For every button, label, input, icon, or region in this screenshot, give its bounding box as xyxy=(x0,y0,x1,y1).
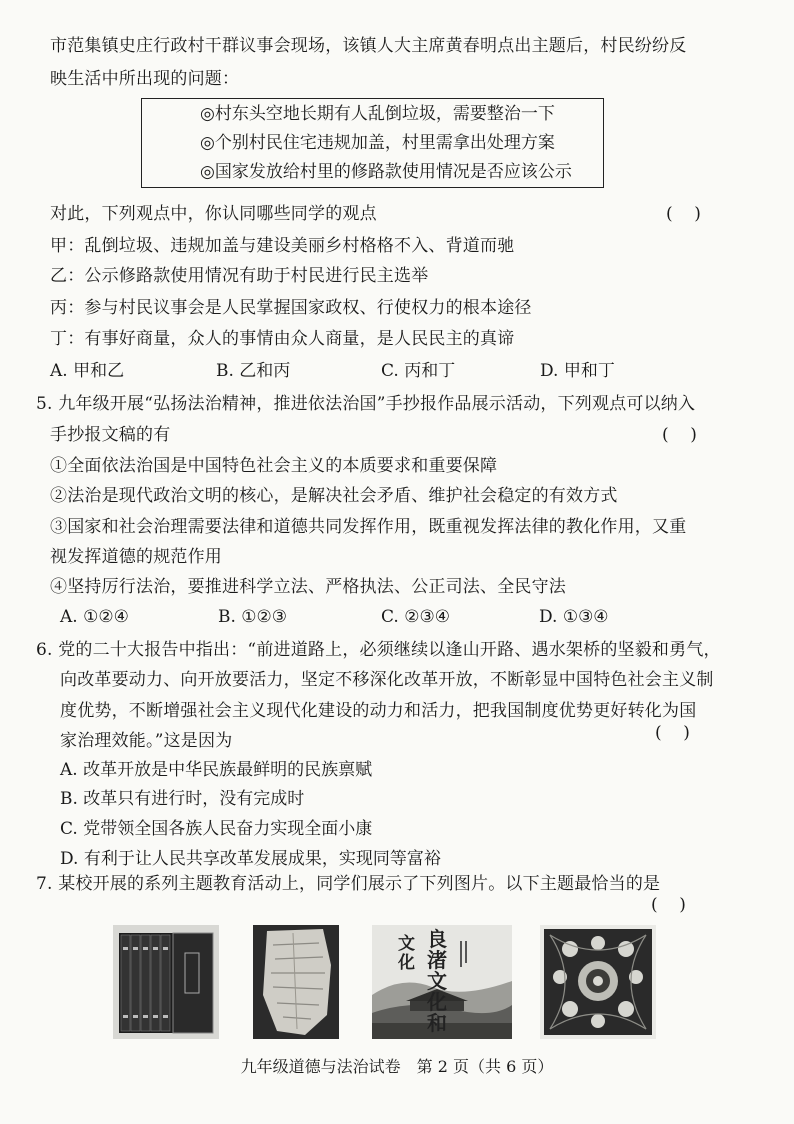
q5-option-c: C. ②③④ xyxy=(381,607,450,627)
book-set-image xyxy=(113,925,219,1039)
q5-statement: 视发挥道德的规范作用 xyxy=(50,547,222,567)
intro-line-1: 市范集镇史庄行政村干群议事会现场，该镇人大主席黄春明点出主题后，村民纷纷反 xyxy=(50,36,687,56)
q5-stem-line-1: 5. 九年级开展“弘扬法治精神，推进依法治国”手抄报作品展示活动，下列观点可以纳入 xyxy=(36,394,696,414)
q6-option-d: D. 有利于让人民共享改革发展成果，实现同等富裕 xyxy=(60,849,441,869)
q5-statement: ①全面依法治国是中国特色社会主义的本质要求和重要保障 xyxy=(50,456,498,476)
q5-statement: ②法治是现代政治文明的核心，是解决社会矛盾、维护社会稳定的有效方式 xyxy=(50,486,618,506)
issue-item: ◎个别村民住宅违规加盖，村里需拿出处理方案 xyxy=(200,133,555,153)
q5-answer-blank: ( ) xyxy=(662,425,697,445)
intro-line-2: 映生活中所出现的问题： xyxy=(50,69,240,89)
q6-option-c: C. 党带领全国各族人民奋力实现全面小康 xyxy=(60,819,373,839)
q4-statement: 丁：有事好商量，众人的事情由众人商量，是人民民主的真谛 xyxy=(50,329,515,349)
q5-option-d: D. ①③④ xyxy=(539,607,609,627)
culture-poster-image xyxy=(372,925,512,1039)
q6-option-a: A. 改革开放是中华民族最鲜明的民族禀赋 xyxy=(60,760,373,780)
q4-stem: 对此，下列观点中，你认同哪些同学的观点 xyxy=(50,204,377,224)
ancient-artifact-image xyxy=(253,925,339,1039)
q6-option-b: B. 改革只有进行时，没有完成时 xyxy=(60,789,305,809)
q6-stem-line: 度优势，不断增强社会主义现代化建设的动力和活力，把我国制度优势更好转化为国 xyxy=(60,701,697,721)
poster-title-left: 文化 xyxy=(398,934,415,973)
q7-answer-blank: ( ) xyxy=(651,895,686,915)
issue-item: ◎村东头空地长期有人乱倒垃圾，需要整治一下 xyxy=(200,104,555,124)
q6-stem-line: 向改革要动力、向开放要活力，坚定不移深化改革开放，不断彰显中国特色社会主义制 xyxy=(60,670,714,690)
poster-title-main: 良渚文化和 xyxy=(427,927,447,1035)
q6-stem-line: 6. 党的二十大报告中指出：“前进道路上，必须继续以逢山开路、遇水架桥的坚毅和勇气， xyxy=(36,640,721,660)
q5-stem-line-2: 手抄报文稿的有 xyxy=(50,425,171,445)
q4-option-c: C. 丙和丁 xyxy=(381,361,456,381)
q4-statement: 乙：公示修路款使用情况有助于村民进行民主选举 xyxy=(50,266,429,286)
q4-statement: 丙：参与村民议事会是人民掌握国家政权、行使权力的根本途径 xyxy=(50,298,532,318)
q4-statement: 甲：乱倒垃圾、违规加盖与建设美丽乡村格格不入、背道而驰 xyxy=(50,236,515,256)
q4-option-a: A. 甲和乙 xyxy=(50,361,125,381)
q4-answer-blank: ( ) xyxy=(666,204,701,224)
q7-stem: 7. 某校开展的系列主题教育活动上，同学们展示了下列图片。以下主题最恰当的是 xyxy=(36,874,661,894)
q5-option-b: B. ①②③ xyxy=(218,607,288,627)
q5-statement: ④坚持厉行法治，要推进科学立法、严格执法、公正司法、全民守法 xyxy=(50,577,566,597)
page-footer: 九年级道德与法治试卷 第 2 页（共 6 页） xyxy=(240,1057,554,1076)
issue-item: ◎国家发放给村里的修路款使用情况是否应该公示 xyxy=(200,162,572,182)
q4-option-d: D. 甲和丁 xyxy=(540,361,615,381)
issues-box xyxy=(141,98,604,188)
ornate-pattern-image xyxy=(540,925,656,1039)
q6-answer-blank: ( ) xyxy=(655,723,690,743)
q4-option-b: B. 乙和丙 xyxy=(216,361,291,381)
q5-option-a: A. ①②④ xyxy=(60,607,129,627)
q6-stem-line: 家治理效能。”这是因为 xyxy=(60,731,233,751)
q5-statement: ③国家和社会治理需要法律和道德共同发挥作用，既重视发挥法律的教化作用，又重 xyxy=(50,517,687,537)
